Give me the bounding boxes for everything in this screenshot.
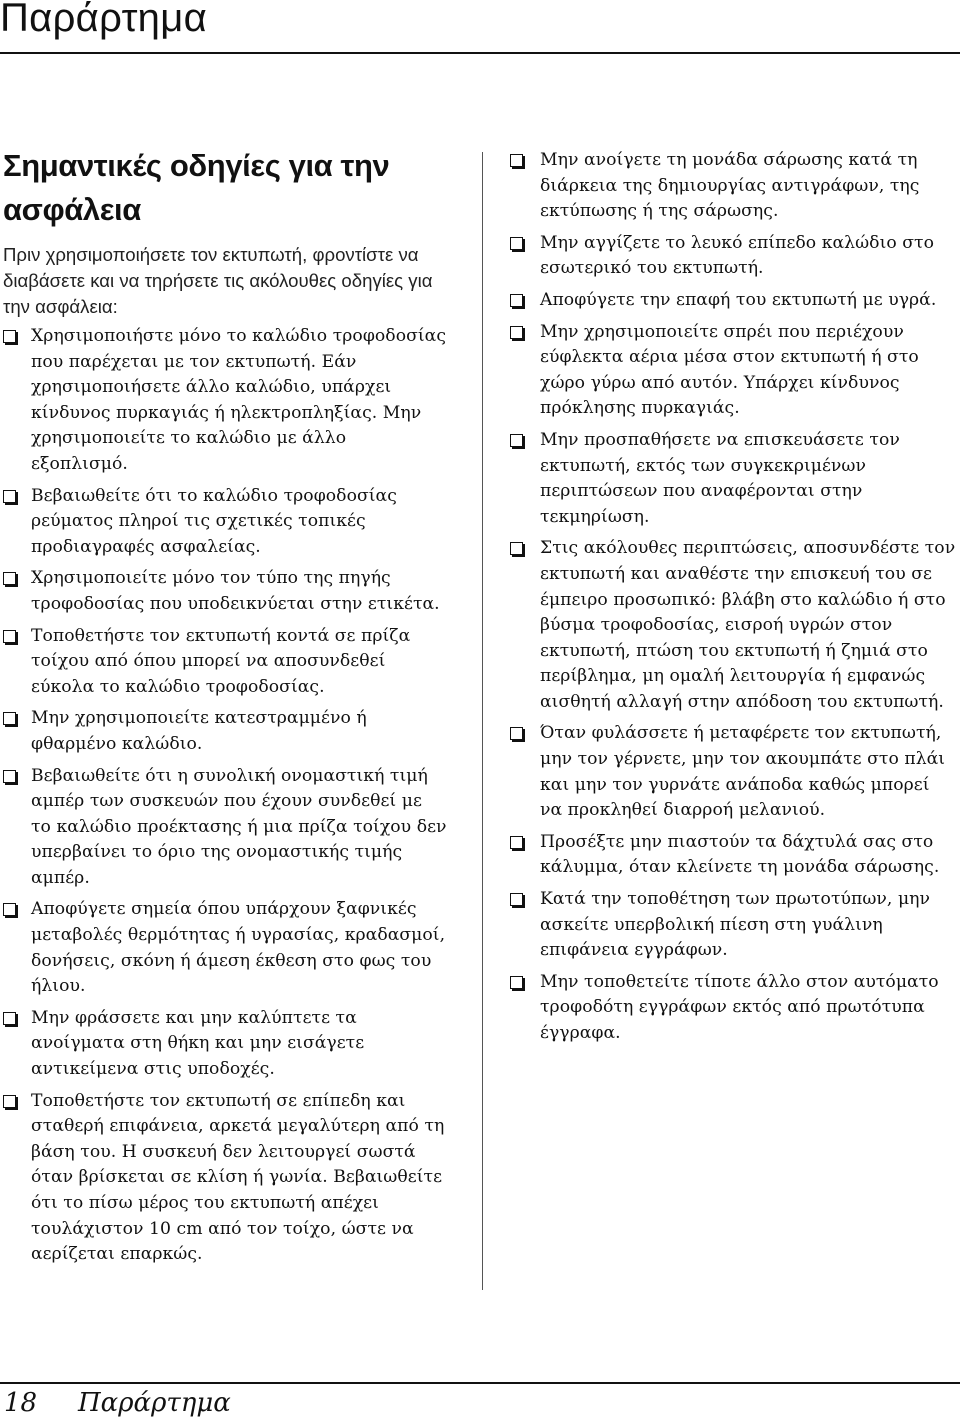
list-item-text: Χρησιμοποιείτε μόνο τον τύπο της πηγής τροφοδοσίας που υποδεικνύεται στην ετικέτα.: [31, 568, 440, 614]
list-item-text: Βεβαιωθείτε ότι το καλώδιο τροφοδοσίας ρεύματος πληροί τις σχετικές τοπικές προδιαγραφές ασφαλείας.: [31, 485, 397, 557]
checkbox-bullet-icon: [3, 770, 16, 783]
list-item-text: Στις ακόλουθες περιπτώσεις, αποσυνδέστε τον εκτυπωτή και αναθέστε την επισκευή του σε έμπειρο προσωπικό: βλάβη στο καλώδιο ή στο βύσμα τροφοδοσίας, εισροή υγρών στον εκτυπωτή, πτώση του εκτυπωτή ή ζημιά στο περίβλημα, μη ομαλή λειτουργία ή εμφανώς αισθητή αλλαγή στην απόδοση του εκτυπωτή.: [540, 538, 956, 712]
list-item-text: Μην τοποθετείτε τίποτε άλλο στον αυτόματο τροφοδότη εγγράφων εκτός από πρωτότυπα έγγραφα.: [540, 971, 939, 1043]
list-item: [510, 231, 956, 282]
checkbox-bullet-icon: [510, 154, 523, 167]
list-item-text: Αποφύγετε την επαφή του εκτυπωτή με υγρά.: [540, 289, 937, 310]
checkbox-bullet-icon: [510, 294, 523, 307]
list-item: [510, 428, 956, 530]
list-item-text: Αποφύγετε σημεία όπου υπάρχουν ξαφνικές μεταβολές θερμότητας ή υγρασίας, κραδασμοί, δονήσεις, σκόνη ή άμεση έκθεση στο φως του ήλιου.: [31, 899, 446, 997]
list-item: [510, 721, 956, 823]
checkbox-bullet-icon: [3, 630, 16, 643]
checkbox-bullet-icon: [510, 893, 523, 906]
list-item-text: Μην χρησιμοποιείτε κατεστραμμένο ή φθαρμένο καλώδιο.: [31, 708, 367, 754]
right-bullet-list: [510, 148, 956, 1047]
list-item: [3, 706, 447, 757]
checkbox-bullet-icon: [3, 572, 16, 585]
checkbox-bullet-icon: [510, 727, 523, 740]
list-item: [3, 1006, 447, 1083]
list-item: [510, 887, 956, 964]
list-item: [3, 897, 447, 999]
list-item: [510, 830, 956, 881]
list-item-text: Όταν φυλάσσετε ή μεταφέρετε τον εκτυπωτή, μην τον γέρνετε, μην τον ακουμπάτε στο πλάι και μην τον γυρνάτε ανάποδα καθώς μπορεί να προκληθεί διαρροή μελανιού.: [540, 723, 946, 821]
list-item: [3, 484, 447, 561]
list-item: [3, 764, 447, 892]
list-item-text: Κατά την τοποθέτηση των πρωτοτύπων, μην ασκείτε υπερβολική πίεση στη γυάλινη επιφάνεια εγγράφων.: [540, 889, 931, 961]
list-item: [510, 970, 956, 1047]
checkbox-bullet-icon: [3, 330, 16, 343]
right-column: [510, 148, 956, 1053]
checkbox-bullet-icon: [510, 542, 523, 555]
checkbox-bullet-icon: [3, 1095, 16, 1108]
footer-rule: [0, 1382, 960, 1384]
section-heading: Σημαντικές οδηγίες για την ασφάλεια: [3, 148, 390, 227]
list-item: [510, 288, 956, 314]
list-item: [3, 566, 447, 617]
column-divider: [482, 152, 483, 1290]
list-item: [510, 536, 956, 715]
list-item-text: Προσέξτε μην πιαστούν τα δάχτυλά σας στο κάλυμμα, όταν κλείνετε τη μονάδα σάρωσης.: [540, 831, 940, 878]
checkbox-bullet-icon: [510, 237, 523, 250]
list-item-text: Τοποθετήστε τον εκτυπωτή κοντά σε πρίζα τοίχου από όπου μπορεί να αποσυνδεθεί εύκολα το καλώδιο τροφοδοσίας.: [31, 625, 411, 697]
list-item-text: Χρησιμοποιήστε μόνο το καλώδιο τροφοδοσίας που παρέχεται με τον εκτυπωτή. Εάν χρησιμοποιήσετε άλλο καλώδιο, υπάρχει κίνδυνος πυρκαγιάς ή ηλεκτροπληξίας. Μην χρησιμοποιείτε το καλώδιο με άλλο εξοπλισμό.: [31, 326, 447, 474]
left-bullet-list: [3, 324, 447, 1268]
checkbox-bullet-icon: [3, 490, 16, 503]
intro-paragraph: Πριν χρησιμοποιήσετε τον εκτυπωτή, φροντίστε να διαβάσετε και να τηρήσετε τις ακόλουθες οδηγίες για την ασφάλεια:: [3, 244, 433, 317]
checkbox-bullet-icon: [3, 903, 16, 916]
list-item: [3, 1089, 447, 1268]
list-item: [510, 320, 956, 422]
list-item-text: Μην φράσσετε και μην καλύπτετε τα ανοίγματα στη θήκη και μην εισάγετε αντικείμενα στις υποδοχές.: [31, 1007, 365, 1080]
list-item-text: Μην χρησιμοποιείτε σπρέι που περιέχουν εύφλεκτα αέρια μέσα στον εκτυπωτή ή στο χώρο γύρω από αυτόν. Υπάρχει κίνδυνος πρόκλησης πυρκαγιάς.: [540, 321, 919, 419]
list-item-text: Μην ανοίγετε τη μονάδα σάρωσης κατά τη διάρκεια της δημιουργίας αντιγράφων, της εκτύπωσης ή της σάρωσης.: [540, 150, 920, 222]
list-item-text: Μην αγγίζετε το λευκό επίπεδο καλώδιο στο εσωτερικό του εκτυπωτή.: [540, 232, 935, 279]
checkbox-bullet-icon: [3, 1012, 16, 1025]
checkbox-bullet-icon: [510, 434, 523, 447]
checkbox-bullet-icon: [510, 976, 523, 989]
list-item-text: Μην προσπαθήσετε να επισκευάσετε τον εκτυπωτή, εκτός των συγκεκριμένων περιπτώσεων που αναφέρονται στην τεκμηρίωση.: [540, 429, 900, 527]
header-rule: [0, 52, 960, 54]
footer-section-name: Παράρτημα: [78, 1388, 231, 1418]
checkbox-bullet-icon: [3, 712, 16, 725]
checkbox-bullet-icon: [510, 326, 523, 339]
list-item: [3, 624, 447, 701]
list-item: [510, 148, 956, 225]
left-column: [3, 140, 447, 1274]
page-title: Παράρτημα: [0, 0, 207, 40]
list-item-text: Βεβαιωθείτε ότι η συνολική ονομαστική τιμή αμπέρ των συσκευών που έχουν συνδεθεί με το καλώδιο προέκτασης ή μια πρίζα τοίχου δεν υπερβαίνει το όριο της ονομαστικής τιμής αμπέρ.: [31, 765, 447, 888]
list-item: [3, 324, 447, 478]
page-number: 18: [4, 1388, 38, 1418]
list-item-text: Τοποθετήστε τον εκτυπωτή σε επίπεδη και σταθερή επιφάνεια, αρκετά μεγαλύτερη από τη βάση του. Η συσκευή δεν λειτουργεί σωστά όταν βρίσκεται σε κλίση ή γωνία. Βεβαιωθείτε ότι το πίσω μέρος του εκτυπωτή απέχει τουλάχιστον 10 cm από τον τοίχο, ώστε να αερίζεται επαρκώς.: [31, 1090, 445, 1265]
checkbox-bullet-icon: [510, 836, 523, 849]
